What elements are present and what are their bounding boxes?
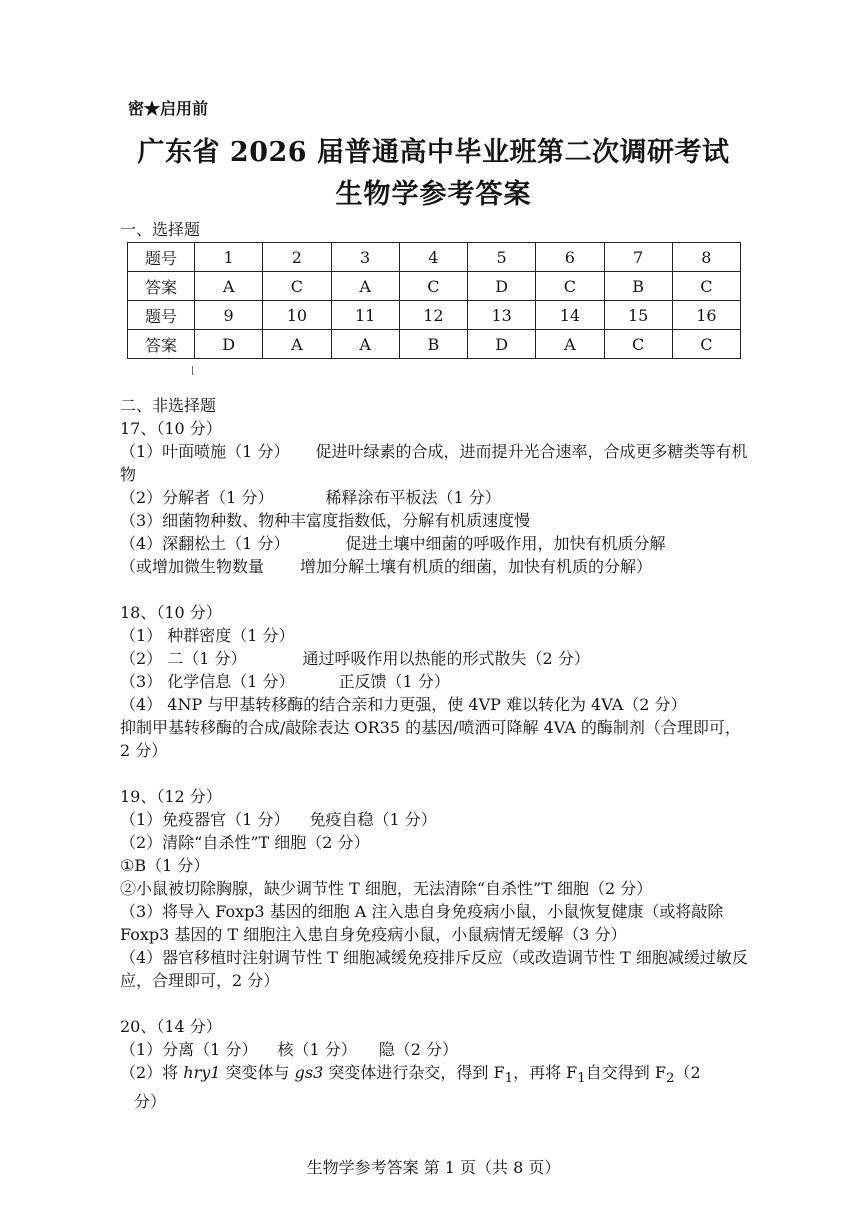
table-row: [128, 272, 741, 301]
table-cell: A: [263, 330, 331, 359]
row-label: 答案: [128, 330, 195, 359]
q17-part1: （1）叶面喷施（1 分） 促进叶绿素的合成，进而提升光合速率，合成更多糖类等有机物: [120, 442, 748, 484]
table-cell: A: [195, 272, 263, 301]
table-cell: 7: [604, 243, 672, 272]
answer-key-title: 生物学参考答案: [335, 179, 532, 210]
q19-part4: （4）器官移植时注射调节性 T 细胞减缓免疫排斥反应（或改造调节性 T 细胞减缓过敏反应，合理即可，2 分）: [120, 948, 748, 990]
table-cell: C: [604, 330, 672, 359]
q18-part2: （2） 二（1 分） 通过呼吸作用以热能的形式散失（2 分）: [120, 649, 590, 668]
table-cell: 6: [536, 243, 604, 272]
q20-part2: （2）将 hry1 突变体与 gs3 突变体进行杂交，得到 $F_1$，再将 $F_1$自交得到 $F_2(2$: [120, 1063, 701, 1087]
table-cell: C: [672, 330, 740, 359]
table-cell: 5: [468, 243, 536, 272]
section-1-title: 一、选择题: [120, 220, 201, 239]
table-cell: 15: [604, 301, 672, 330]
table-cell: 3: [331, 243, 399, 272]
choice-answer-table: [127, 242, 741, 359]
non-choice-answers: [120, 394, 750, 1113]
table-cell: C: [263, 272, 331, 301]
q19-part2-a: ①B（1 分）: [120, 856, 210, 875]
table-cell: 10: [263, 301, 331, 330]
q17-heading: 17、（10 分）: [120, 419, 222, 438]
row-label: 题号: [128, 301, 195, 330]
table-cell: D: [195, 330, 263, 359]
q17-part3: （3）细菌物种数、物种丰富度指数低，分解有机质速度慢: [120, 511, 531, 530]
table-cell: 13: [468, 301, 536, 330]
q17-part4: （4）深翻松土（1 分） 促进土壤中细菌的呼吸作用，加快有机质分解: [120, 534, 666, 553]
table-cell: 11: [331, 301, 399, 330]
table-cell: 9: [195, 301, 263, 330]
scan-mark: [192, 366, 193, 375]
table-cell: A: [331, 272, 399, 301]
q19-part3: （3）将导入 Foxp3 基因的细胞 A 注入患自身免疫病小鼠，小鼠恢复健康（或将敲除 Foxp3 基因的 T 细胞注入患自身免疫病小鼠，小鼠病情无缓解（3 分）: [120, 902, 724, 944]
q19-heading: 19、（12 分）: [120, 787, 222, 806]
row-label: 题号: [128, 243, 195, 272]
table-cell: B: [399, 330, 467, 359]
q18-heading: 18、（10 分）: [120, 603, 222, 622]
table-cell: 16: [672, 301, 740, 330]
row-label: 答案: [128, 272, 195, 301]
q20-heading: 20、（14 分）: [120, 1017, 222, 1036]
table-cell: A: [536, 330, 604, 359]
q17-part4-alt: （或增加微生物数量 增加分解土壤有机质的细菌，加快有机质的分解）: [120, 557, 653, 576]
table-cell: C: [536, 272, 604, 301]
table-row: [128, 243, 741, 272]
table-cell: D: [468, 272, 536, 301]
section-2-title: 二、非选择题: [120, 396, 217, 415]
q20-part1: （1）分离（1 分） 核（1 分） 隐（2 分）: [120, 1040, 459, 1059]
table-cell: 8: [672, 243, 740, 272]
table-cell: 12: [399, 301, 467, 330]
q18-part1: （1） 种群密度（1 分）: [120, 626, 295, 645]
q19-part2-b: ②小鼠被切除胸腺，缺少调节性 T 细胞，无法清除“自杀性”T 细胞（2 分）: [120, 879, 653, 898]
q19-part1: （1）免疫器官（1 分） 免疫自稳（1 分）: [120, 810, 437, 829]
table-cell: C: [672, 272, 740, 301]
exam-title: 广东省 2026 届普通高中毕业班第二次调研考试: [137, 137, 730, 168]
confidential-mark: 密★启用前: [128, 99, 209, 118]
q17-part2: （2）分解者（1 分） 稀释涂布平板法（1 分）: [120, 488, 501, 507]
table-cell: 1: [195, 243, 263, 272]
table-cell: A: [331, 330, 399, 359]
table-cell: 4: [399, 243, 467, 272]
q20-part2-cont: 分）: [134, 1092, 167, 1112]
table-row: [128, 330, 741, 359]
q18-part4: （4） 4NP 与甲基转移酶的结合亲和力更强，使 4VP 难以转化为 4VA（2 分）: [120, 695, 687, 714]
q19-part2: （2）清除“自杀性”T 细胞（2 分）: [120, 833, 370, 852]
page-footer: 生物学参考答案 第 1 页（共 8 页）: [306, 1158, 561, 1177]
q18-part3: （3） 化学信息（1 分） 正反馈（1 分）: [120, 672, 450, 691]
table-cell: 2: [263, 243, 331, 272]
table-cell: 14: [536, 301, 604, 330]
table-cell: B: [604, 272, 672, 301]
table-cell: D: [468, 330, 536, 359]
table-row: [128, 301, 741, 330]
q18-part4-measures: 抑制甲基转移酶的合成/敲除表达 OR35 的基因/喷洒可降解 4VA 的酶制剂（合理即可，2 分）: [120, 718, 741, 760]
table-cell: C: [399, 272, 467, 301]
